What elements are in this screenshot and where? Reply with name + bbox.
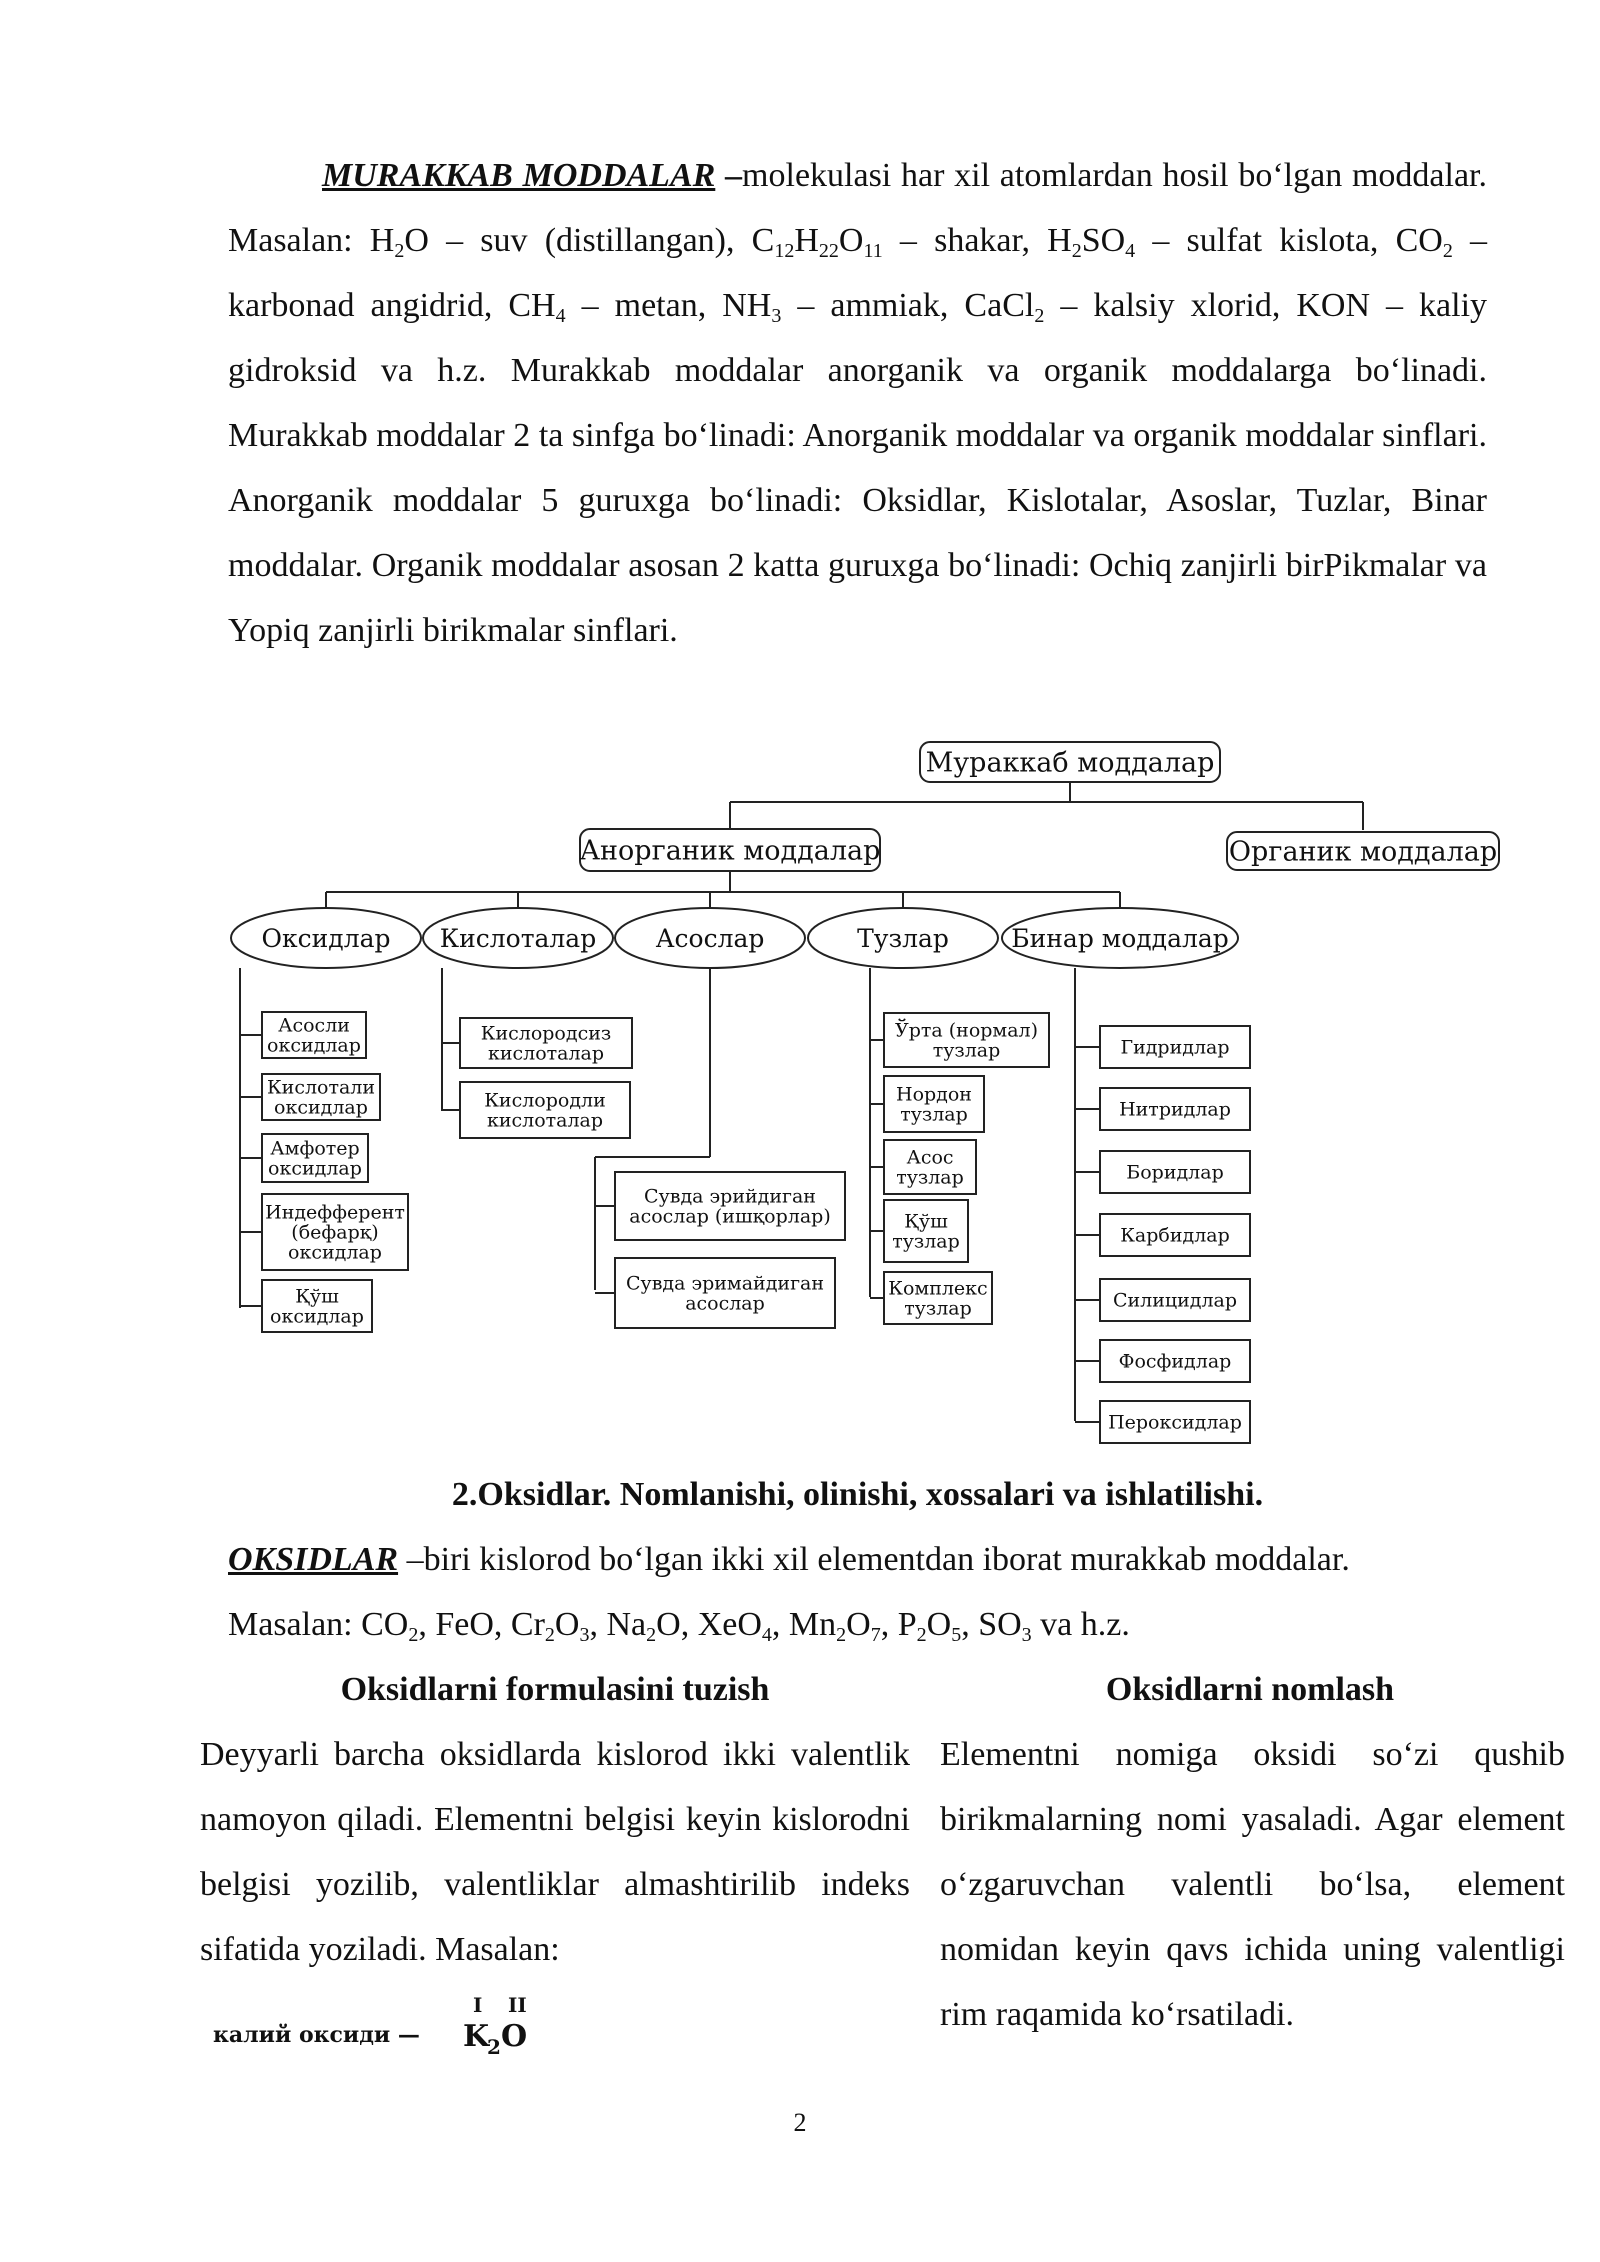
intro-text: O – suv (distillangan), C xyxy=(404,222,775,259)
subscript: 2 xyxy=(1034,305,1045,327)
page-number: 2 xyxy=(793,2108,807,2137)
intro-text: O xyxy=(838,222,864,259)
oxide-box-3-text: (бефарқ) xyxy=(291,1221,379,1244)
subscript: 4 xyxy=(555,305,566,327)
right-column-heading: Oksidlarni nomlash xyxy=(1105,1671,1395,1708)
formula-label: калий оксиди — xyxy=(213,2022,420,2048)
example-text: O xyxy=(926,1606,952,1643)
example-text: O, XeO xyxy=(656,1606,762,1643)
oxide-box-1-text: Кислотали xyxy=(266,1076,376,1099)
intro-text: – kalsiy xlorid, KON – kaliy gidroksid va h.z. Murakkab moddalar anorganik va organik moddalarga bo‘linadi. Murakkab moddalar 2 ta sinfga bo‘linadi: Anorganik moddalar va organik moddalar sinflari. Anorganik moddalar 5 guruxga bo‘linadi: Oksidlar, Kislotalar, Asoslar, Tuzlar, Binar moddalar. Organik moddalar asosan 2 katta guruxga bo‘linadi: Ochiq zanjirli birPikmalar va Yopiq zanjirli birikmalar sinflari. xyxy=(228,287,1488,649)
intro-text: H xyxy=(794,222,819,259)
right-column-text: Elementni nomiga oksidi so‘zi qushib birikmalarning nomi yasaladi. Agar element o‘zgaruvchan valentli bo‘lsa, element nomidan keyin qavs ichida uning valentligi rim raqamida ko‘rsatiladi. xyxy=(940,1736,1565,2033)
intro-text: – sulfat kislota, CO xyxy=(1135,222,1443,259)
base-box-1-text: Сувда эримайдиган xyxy=(625,1272,825,1295)
oksidlar-examples xyxy=(228,1592,1487,1657)
example-text: Masalan: CO xyxy=(228,1606,409,1643)
binary-box-1-text: Нитридлар xyxy=(1119,1098,1231,1121)
base-box-0-text: Сувда эрийдиган xyxy=(644,1185,816,1208)
subscript: 2 xyxy=(836,1624,847,1646)
example-text: , SO xyxy=(961,1606,1022,1643)
binary-box-5-text: Фосфидлар xyxy=(1118,1350,1232,1373)
salt-box-1-text: Нордон xyxy=(896,1083,972,1106)
salt-box-3-text: Қўш xyxy=(904,1210,948,1233)
group-0: Оксидлар xyxy=(261,924,391,953)
group-2: Асослар xyxy=(655,924,765,953)
acid-box-1-text: Кислородли xyxy=(484,1089,606,1112)
oxide-box-2-text: оксидлар xyxy=(268,1157,362,1180)
base-box-1-text: асослар xyxy=(685,1292,765,1315)
root-node: Мураккаб моддалар xyxy=(925,747,1215,779)
valence-o: II xyxy=(508,1993,527,2017)
intro-text: – karbonad angidrid, CH xyxy=(228,222,1488,324)
subscript: 22 xyxy=(818,240,839,262)
intro-text: – ammiak, CaCl xyxy=(781,287,1035,324)
definition-text: –biri kislorod bo‘lgan ikki xil elementdan iborat murakkab moddalar. xyxy=(398,1541,1350,1578)
salt-box-0-text: Ўрта (нормал) xyxy=(894,1019,1039,1042)
oxide-box-0-text: оксидлар xyxy=(267,1034,361,1057)
intro-text: – metan, NH xyxy=(565,287,772,324)
binary-box-2-text: Боридлар xyxy=(1126,1161,1224,1184)
intro-text: molekulasi har xil atomlardan hosil bo‘lgan moddalar. Masalan: H xyxy=(228,157,1487,259)
left-column-heading: Oksidlarni formulasini tuzish xyxy=(340,1671,770,1708)
term-oksidlar: OKSIDLAR xyxy=(228,1541,399,1578)
example-text: O xyxy=(554,1606,580,1643)
subscript: 2 xyxy=(916,1624,927,1646)
binary-box-0-text: Гидридлар xyxy=(1120,1036,1230,1059)
oxide-box-3-text: оксидлар xyxy=(288,1241,382,1264)
oksidlar-definition xyxy=(228,1527,1487,1592)
salt-box-1-text: тузлар xyxy=(900,1103,968,1126)
subscript: 4 xyxy=(1125,240,1136,262)
subscript: 7 xyxy=(870,1624,881,1646)
oxide-box-4-text: оксидлар xyxy=(270,1305,364,1328)
example-text: O xyxy=(846,1606,871,1643)
salt-box-4-text: Комплекс xyxy=(888,1277,988,1300)
example-text: va h.z. xyxy=(1031,1606,1130,1643)
subscript: 2 xyxy=(408,1624,419,1646)
oxide-box-4-text: Қўш xyxy=(295,1285,339,1308)
oxide-box-1-text: оксидлар xyxy=(274,1096,368,1119)
acid-box-1-text: кислоталар xyxy=(486,1109,604,1132)
term-murakkab-moddalar: MURAKKAB MODDALAR xyxy=(322,157,716,194)
subscript: 12 xyxy=(774,240,795,262)
binary-box-6-text: Пероксидлар xyxy=(1108,1411,1242,1434)
intro-text: – shakar, H xyxy=(882,222,1072,259)
formula-k: K xyxy=(463,2019,490,2054)
acid-box-0-text: кислоталар xyxy=(487,1042,605,1065)
oxide-box-2-text: Амфотер xyxy=(270,1137,360,1160)
binary-box-3-text: Карбидлар xyxy=(1120,1224,1230,1247)
acid-box-0-text: Кислородсиз xyxy=(480,1022,612,1045)
formula-subscript: 2 xyxy=(487,2035,501,2059)
subscript: 4 xyxy=(761,1624,772,1646)
subscript: 2 xyxy=(1071,240,1082,262)
anorganic-node: Анорганик моддалар xyxy=(579,835,881,867)
subscript: 11 xyxy=(863,240,883,262)
salt-box-0-text: тузлар xyxy=(932,1039,1001,1062)
subscript: 3 xyxy=(771,305,782,327)
subscript: 3 xyxy=(579,1624,590,1646)
left-column-text: Deyyarli barcha oksidlarda kislorod ikki valentlik namoyon qiladi. Elementni belgisi keyin kislorodni belgisi yozilib, valentliklar almashtirilib indeks sifatida yoziladi. Masalan: xyxy=(200,1736,910,1968)
salt-box-4-text: тузлар xyxy=(904,1297,972,1320)
section-heading: 2.Oksidlar. Nomlanishi, olinishi, xossalari va ishlatilishi. xyxy=(451,1476,1264,1513)
base-box-0-text: асослар (ишқорлар) xyxy=(629,1205,831,1228)
example-text: , P xyxy=(880,1606,917,1643)
subscript: 2 xyxy=(1442,240,1453,262)
formula-o: O xyxy=(501,2019,528,2054)
example-text: , FeO, Cr xyxy=(418,1606,545,1643)
subscript: 5 xyxy=(951,1624,962,1646)
binary-box-4-text: Силицидлар xyxy=(1112,1289,1238,1312)
salt-box-2-text: Асос xyxy=(906,1146,954,1169)
intro-text: SO xyxy=(1081,222,1126,259)
oxide-box-0-text: Асосли xyxy=(278,1014,350,1037)
group-4: Бинар моддалар xyxy=(1011,924,1229,953)
formula-example xyxy=(205,1990,565,2060)
subscript: 2 xyxy=(394,240,405,262)
salt-box-3-text: тузлар xyxy=(892,1230,960,1253)
subscript: 3 xyxy=(1021,1624,1032,1646)
example-text: , Na xyxy=(589,1606,647,1643)
salt-box-2-text: тузлар xyxy=(896,1166,964,1189)
subscript: 2 xyxy=(646,1624,657,1646)
term-dash: – xyxy=(715,157,743,194)
organic-node: Органик моддалар xyxy=(1228,836,1498,868)
group-1: Кислоталар xyxy=(439,924,597,953)
subscript: 2 xyxy=(544,1624,555,1646)
oxide-box-3-text: Индефферент xyxy=(265,1201,405,1224)
valence-k: I xyxy=(473,1993,483,2017)
example-text: , Mn xyxy=(771,1606,837,1643)
group-3: Тузлар xyxy=(857,924,949,953)
